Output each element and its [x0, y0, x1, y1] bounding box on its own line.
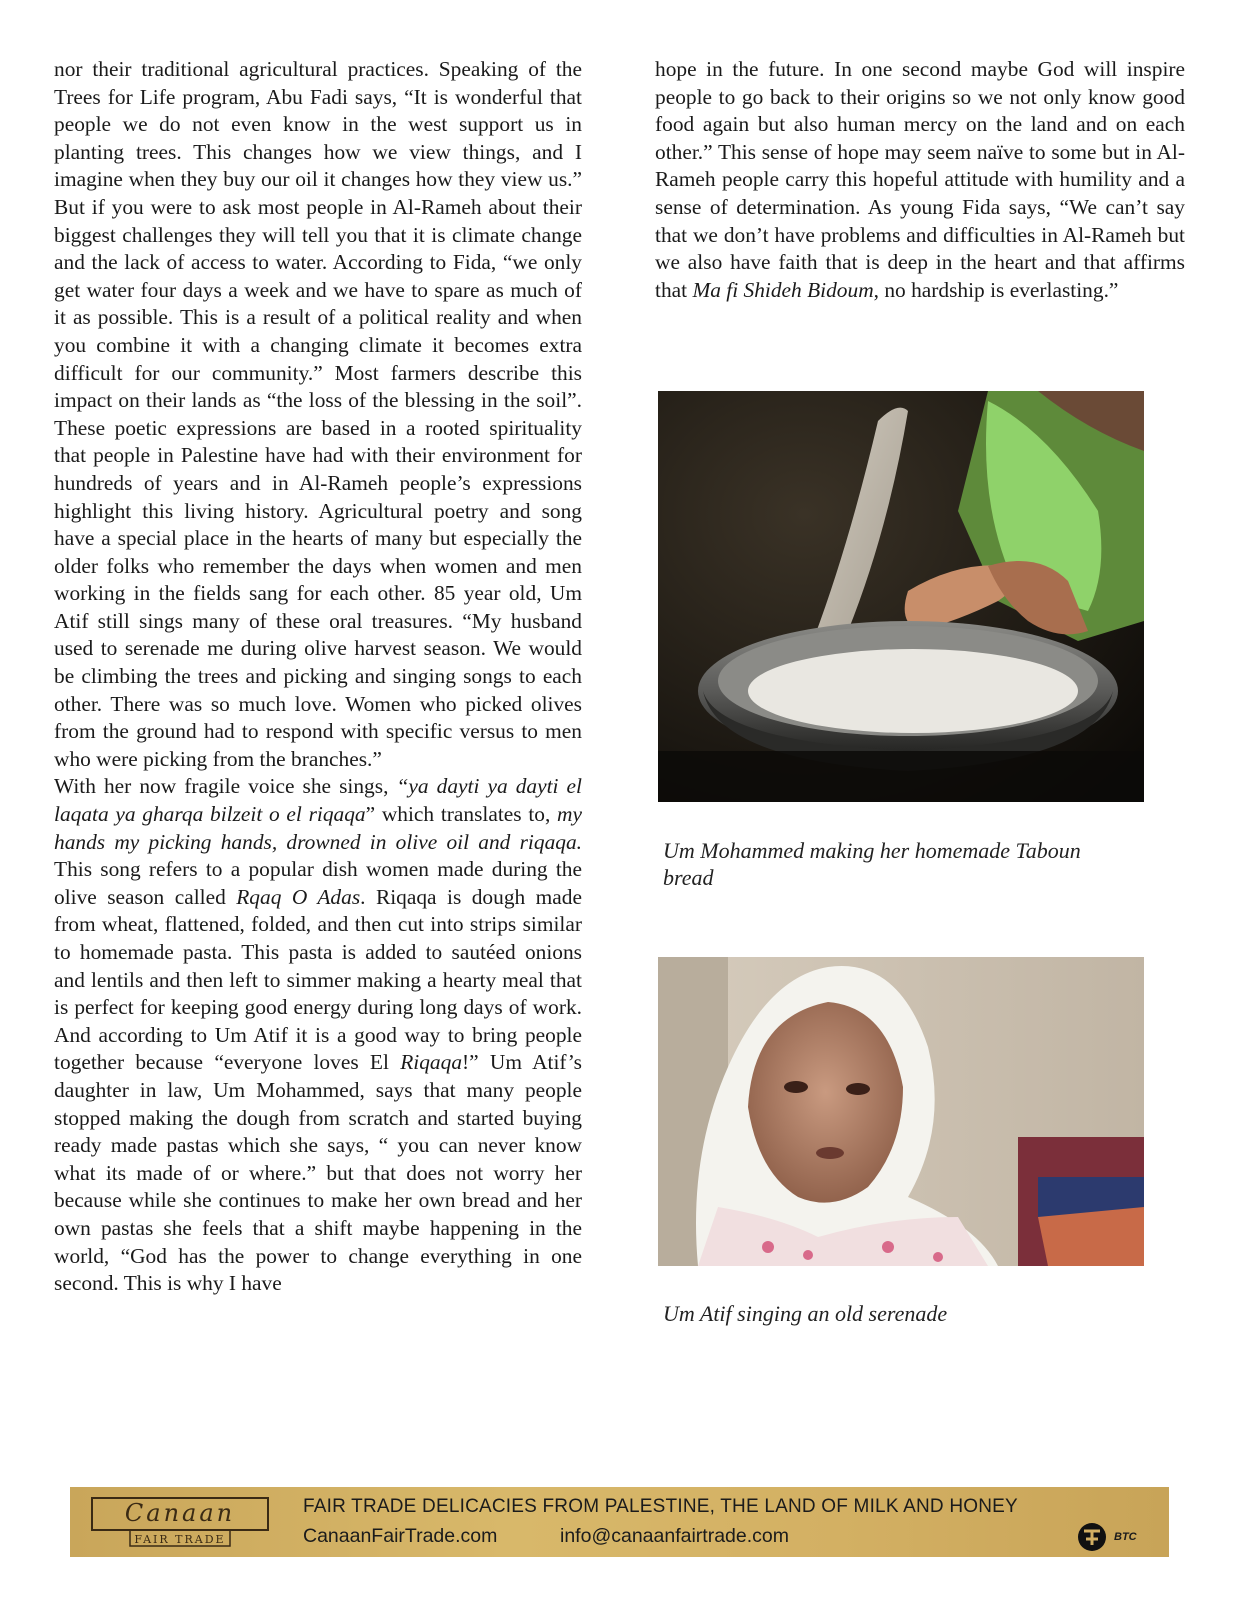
canaan-fair-trade-logo: [90, 1494, 270, 1548]
footer-banner: [70, 1487, 1169, 1557]
bread-photo-caption: Um Mohammed making her homemade Taboun bread: [663, 838, 1081, 890]
svg-text:Canaan: Canaan: [124, 1499, 236, 1527]
text-run: nor their traditional agricultural practices. Speaking of the Trees for Life program, Abu Fadi says, “It is wonderful that people we do not even know in the west support us in planting trees. This changes how we view things, and I imagine when they buy our oil it changes how they view us.” But if you were to ask most people in Al-Rameh about their biggest challenges they will tell you that it is climate change and the lack of access to water. According to Fida, “we only get water four days a week and we have to spare as much of it as possible. This is a result of a political reality and when you combine it with a changing climate it becomes extra difficult for our community.” Most farmers describe this impact on their lands as “the loss of the blessing in the soil”. These poetic expressions are based in a rooted spirituality that people in Palestine have had with their environment for hundreds of years and in Al-Rameh people’s expressions highlight this living history. Agricultural poetry and song have a special place in the hearts of many but especially the older folks who remember the days when women and men working in the fields sang for each other. 85 year old, Um Atif still sings many of these oral treasures. “My husband used to serenade me during olive harvest season. We would be climbing the trees and picking and singing songs to each other. There was so much love. Women who picked olives from the ground had to respond with specific versus to men who were picking from the branches.”: [54, 57, 582, 771]
article-paragraph: [54, 56, 582, 773]
text-run: hope in the future. In one second maybe God will inspire people to go back to their origins so we not only know good food again but also human mercy on the land and on each other.” This sense of hope may seem naïve to some but in Al-Rameh people carry this hopeful attitude with humility and a sense of determination. As young Fida says, “We can’t say that we don’t have problems and difficulties in Al-Rameh but we also have faith that is deep in the heart and that affirms that: [655, 57, 1185, 302]
um-atif-portrait-photo: [658, 957, 1144, 1266]
italic-text-run: Ma fi Shideh Bidoum: [692, 277, 874, 302]
footer-tagline: FAIR TRADE DELICACIES FROM PALESTINE, THE LAND OF MILK AND HONEY: [303, 1496, 1018, 1517]
website-link[interactable]: CanaanFairTrade.com: [303, 1525, 498, 1547]
svg-text:FAIR TRADE: FAIR TRADE: [134, 1533, 226, 1546]
text-run: This song refers to a popular dish women made during the olive season called: [54, 857, 582, 909]
italic-text-run: my hands my picking hands, drowned in olive oil and riqaqa.: [54, 802, 582, 854]
article-left-column: [54, 56, 582, 1298]
bread-making-photo: [658, 391, 1144, 802]
article-paragraph: [54, 773, 582, 1297]
portrait-illustration: [658, 957, 1144, 1266]
text-run: With her now fragile voice she sings,: [54, 774, 397, 799]
text-run: !” Um Atif’s daughter in law, Um Mohammed, says that many people stopped making the dough from scratch and started buying ready made pastas which she says, “ you can never know what its made of or where.” but that does not worry her because while she continues to make her own bread and her own pastas she feels that a shift maybe happening in the world, “God has the power to change everything in one second. This is why I have: [54, 1050, 582, 1296]
text-run: . Riqaqa is dough made from wheat, flattened, folded, and then cut into strips similar to homemade pasta. This pasta is added to sautéed onions and lentils and then left to simmer making a hearty meal that is perfect for keeping good energy during long days of work. And according to Um Atif it is a good way to bring people together because “everyone loves El: [54, 884, 582, 1075]
text-run: , no hardship is everlasting.”: [873, 277, 1119, 302]
portrait-photo-caption: Um Atif singing an old serenade: [663, 1301, 948, 1326]
btc-logo-icon: [1075, 1521, 1109, 1553]
italic-text-run: Rqaq O Adas: [236, 884, 361, 909]
email-link[interactable]: info@canaanfairtrade.com: [560, 1525, 790, 1547]
text-run: ” which translates to,: [365, 802, 558, 827]
bread-making-illustration: [658, 391, 1144, 802]
btc-label: BTC: [1114, 1531, 1137, 1543]
italic-text-run: “ya dayti ya dayti el laqata ya gharqa bilzeit o el riqaqa: [54, 774, 582, 827]
italic-text-run: Riqaqa: [400, 1050, 463, 1075]
article-paragraph: [655, 56, 1185, 304]
article-right-column: [655, 56, 1185, 304]
